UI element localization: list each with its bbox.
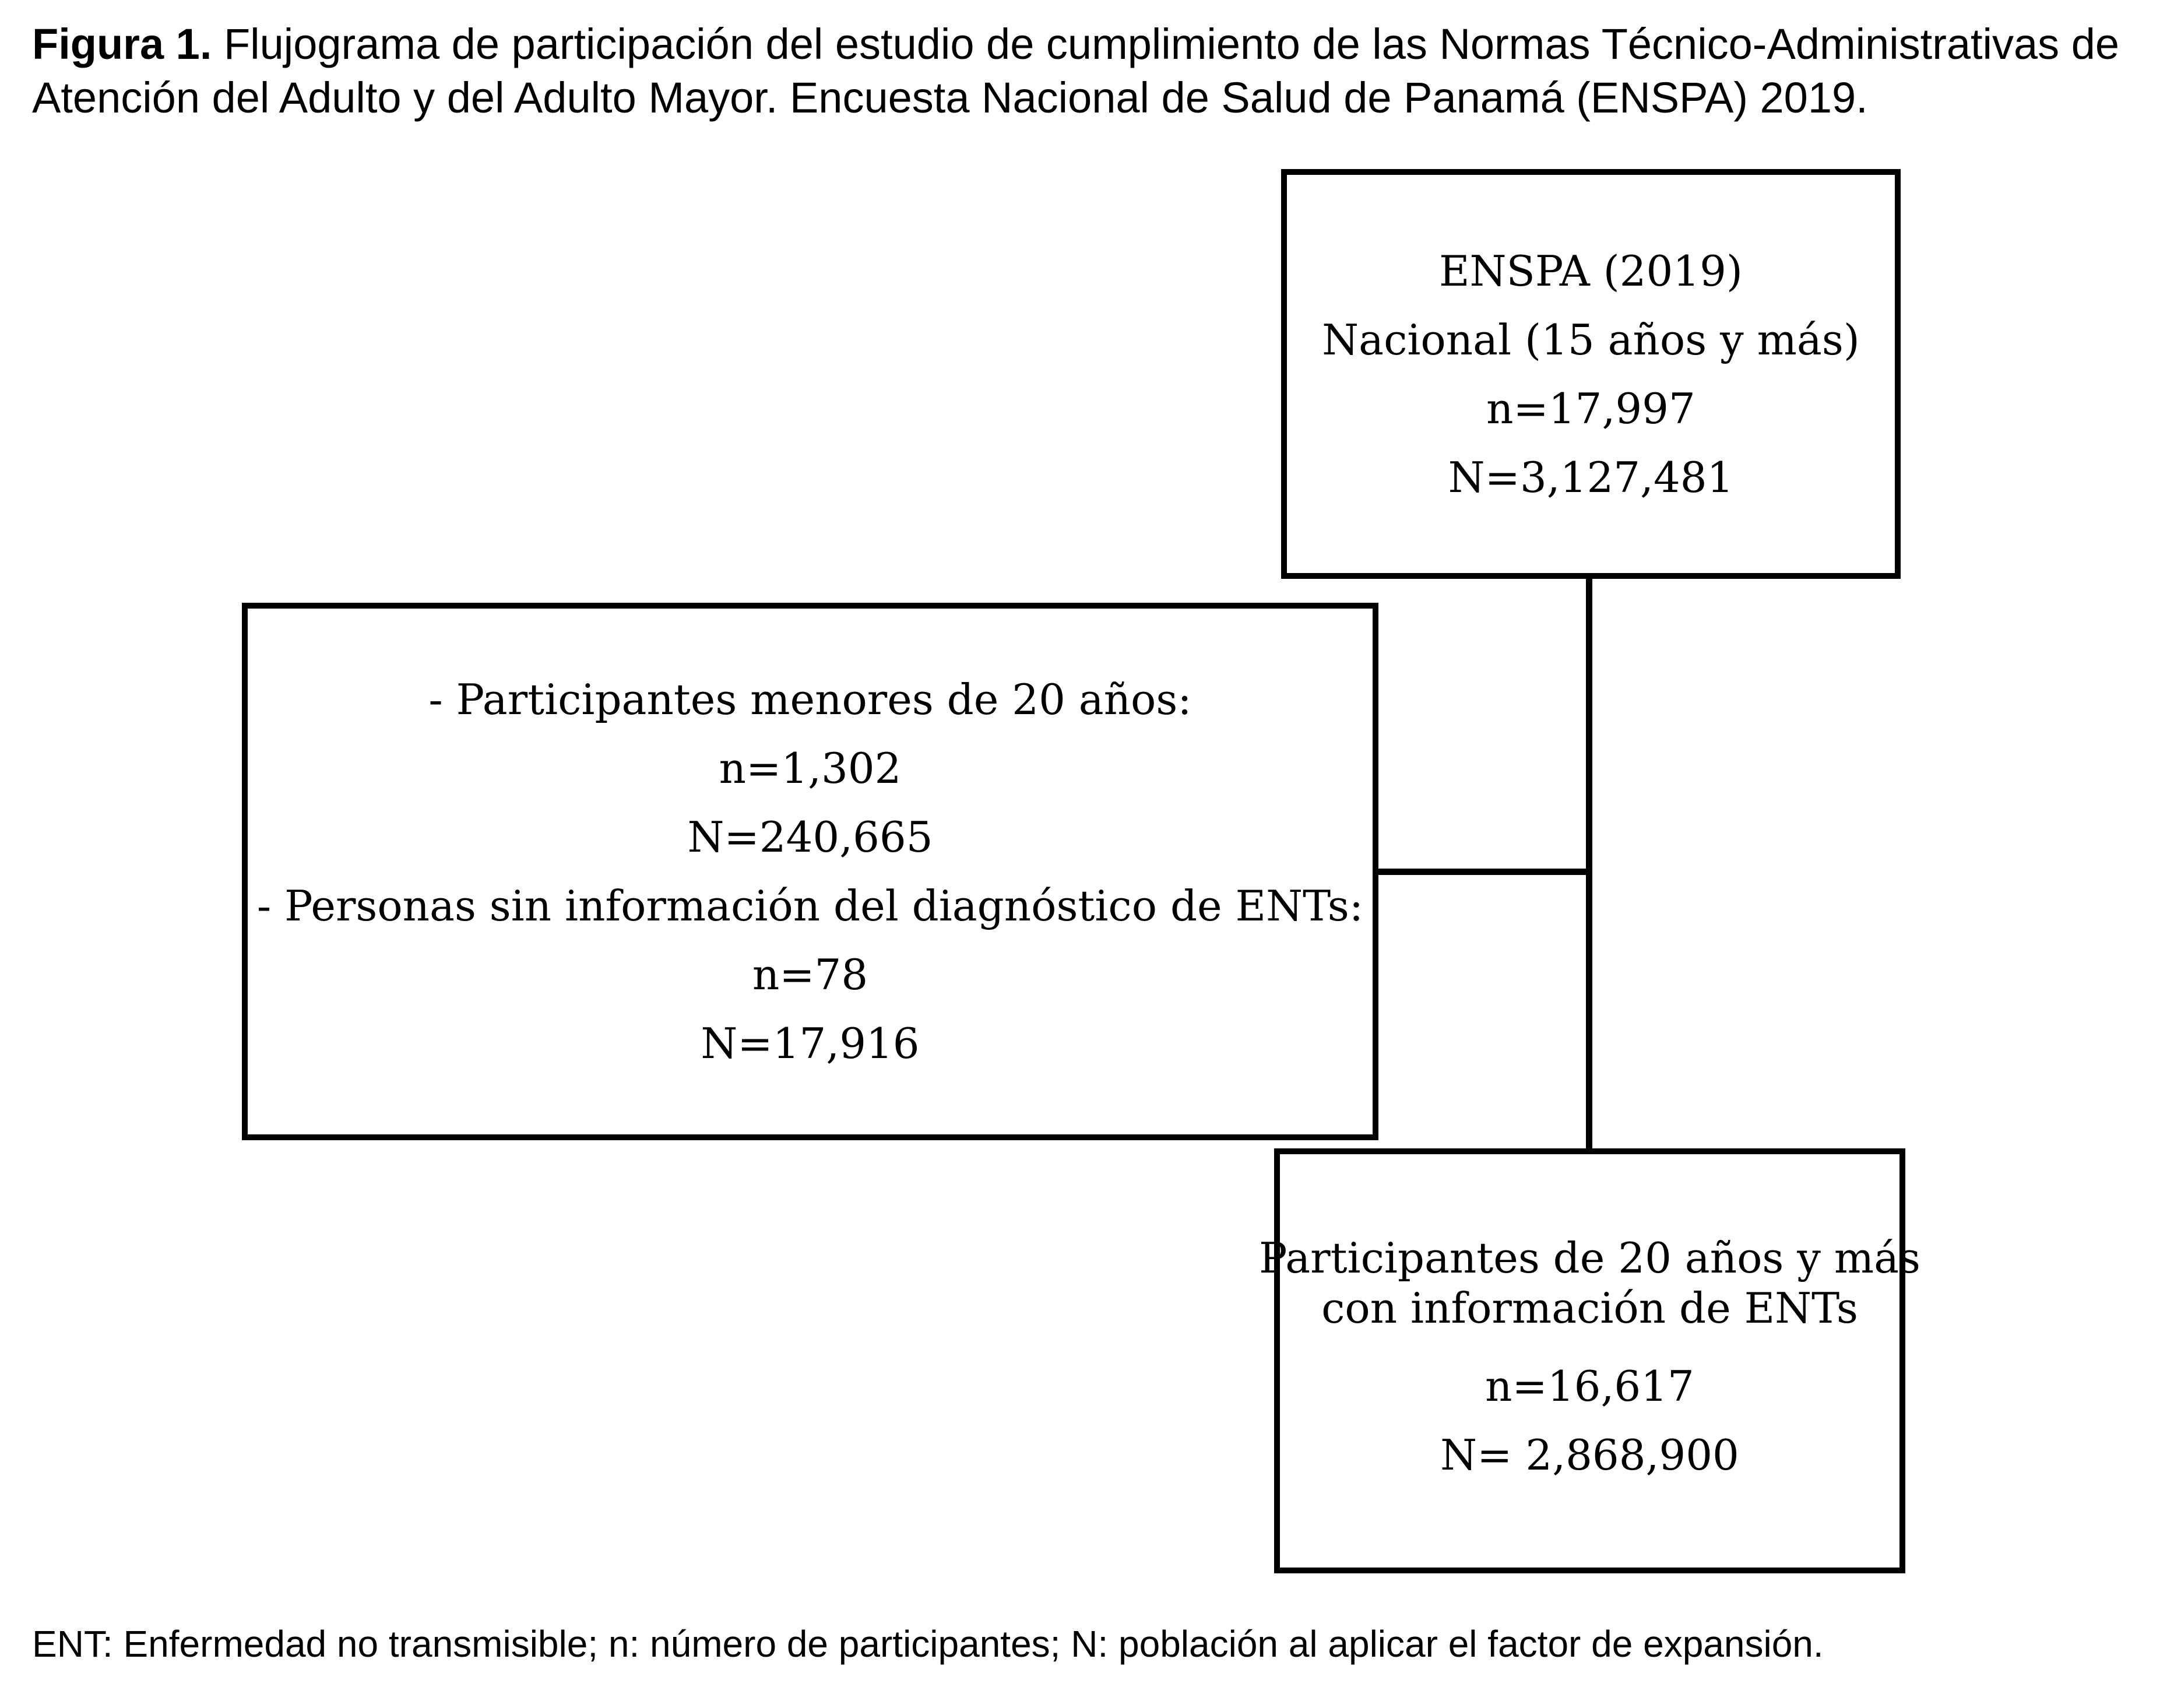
enspa-total-box: [1281, 169, 1901, 579]
enspa-title: ENSPA (2019): [1438, 246, 1743, 296]
figure-footnote: ENT: Enfermedad no transmisible; n: número de participantes; N: población al aplicar el factor de expansión.: [32, 1623, 1824, 1665]
exclusion-no-diagnosis-population-n: N=17,916: [701, 1019, 920, 1068]
final-sample-label-line1: Participantes de 20 años y más: [1259, 1233, 1920, 1282]
final-sample-box: [1259, 1148, 1920, 1573]
figure-caption: [32, 17, 2165, 125]
enspa-population-n: N=3,127,481: [1448, 452, 1734, 502]
enspa-scope: Nacional (15 años y más): [1322, 315, 1860, 364]
final-sample-n: n=16,617: [1485, 1361, 1694, 1411]
exclusion-no-diagnosis-label: - Personas sin información del diagnóstico de ENTs:: [256, 881, 1364, 930]
final-population-n: N= 2,868,900: [1440, 1430, 1739, 1479]
exclusions-box: [242, 603, 1378, 1140]
horizontal-connector-line: [1378, 869, 1592, 875]
figure-caption-label: Figura 1.: [32, 20, 212, 68]
exclusion-under-20-label: - Participantes menores de 20 años:: [428, 675, 1192, 724]
exclusion-no-diagnosis-sample-n: n=78: [752, 950, 868, 999]
enspa-sample-n: n=17,997: [1486, 384, 1695, 433]
vertical-connector-line: [1586, 579, 1592, 1148]
exclusion-under-20-population-n: N=240,665: [687, 813, 933, 862]
exclusion-under-20-sample-n: n=1,302: [719, 744, 902, 793]
final-sample-label-line2: con información de ENTs: [1321, 1283, 1858, 1333]
figure-caption-text: Flujograma de participación del estudio de cumplimiento de las Normas Técnico-Administrativas de Atención del Adulto y del Adulto Mayor. Encuesta Nacional de Salud de Panamá (ENSPA) 2019.: [32, 20, 2120, 122]
